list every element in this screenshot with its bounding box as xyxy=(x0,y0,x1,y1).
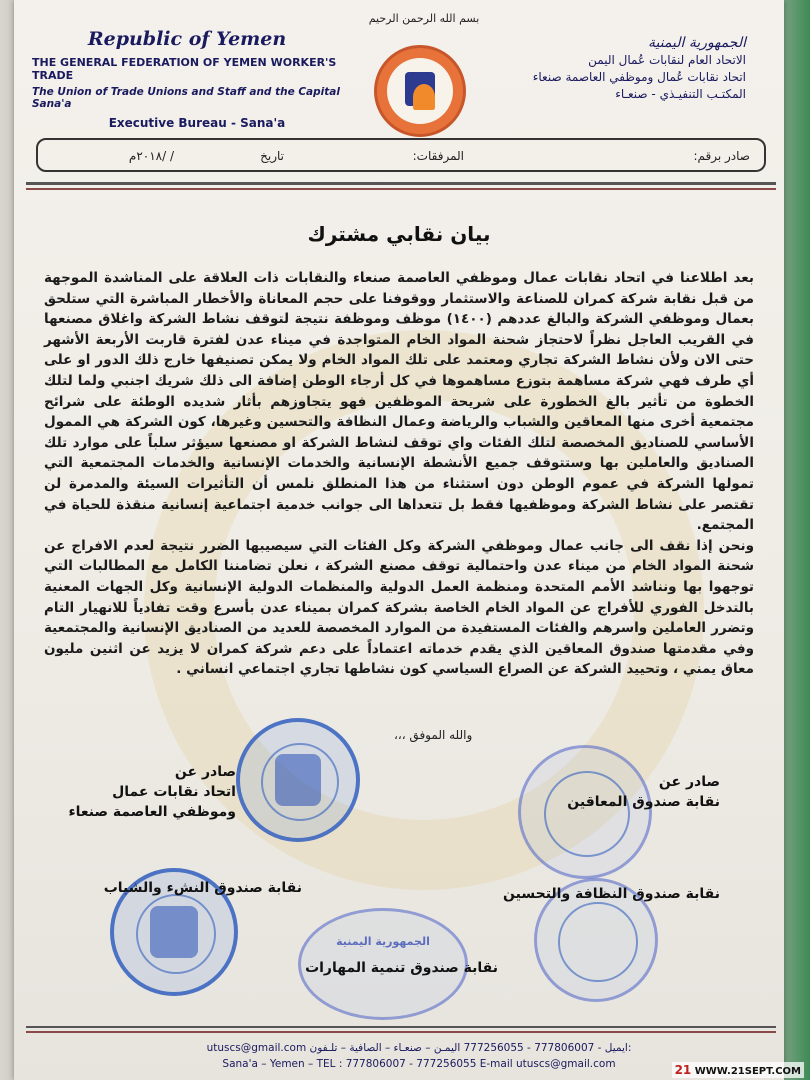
header-rule xyxy=(26,182,776,185)
statement-title: بيان نقابي مشترك xyxy=(307,222,491,246)
disabled-fund-stamp xyxy=(518,745,652,879)
logo-flame-icon xyxy=(413,84,435,110)
statement-body xyxy=(44,268,754,680)
signature-cleaning-fund: نقابة صندوق النظافة والتحسين xyxy=(503,886,720,902)
body-paragraph: ونحن إذا نقف الى جانب عمال وموظفي الشركة وكل الفئات التي سيصيبها الضرر نتيجة لعدم الافراج عن شحنة المواد الخام من ميناء عدن واحتمالية توقف مصنع الشركة ، نعلن تضامننا الكامل مع المطالبات التي توجهوا بها ونناشد الأمم المتحدة ومنظمة العمل الدولية والمنظمات الدولية الإنسانية وكل الجهات المعنية بالتدخل الفوري للأفراج عن المواد الخام الخاصة بشركة كمران بميناء عدن بأسرع وقت تفادياً للانهيار التام وتضرر العاملين واسرهم والفئات المستفيدة من الموارد المخصصة للعديد من الصناديق الإنسانية والمجتمعية وفي مقدمتها صندوق المعاقين الذي يقدم خدماته اعتماداً على دعم شركة كمران لا يزيد عن اثنين مليون معاق يمني ، وتحييد الشركة عن الصراع السياسي كون نشاطها تجاري اجتماعي انساني . xyxy=(44,537,754,678)
header-arabic xyxy=(496,35,746,103)
header-english xyxy=(32,28,362,130)
footer-english-contact: Sana'a – Yemen – TEL : 777806007 - 777256055 E-mail utuscs@gmail.com xyxy=(222,1058,616,1070)
reference-box xyxy=(36,138,766,172)
stamp-figure-icon xyxy=(150,906,198,959)
disabled-line: صادر عن xyxy=(658,774,720,790)
issuer-line: صادر عن xyxy=(174,764,236,780)
issuer-line: اتحاد نقابات عمال xyxy=(112,784,236,800)
disabled-line: نقابة صندوق المعاقين xyxy=(567,794,720,810)
issued-number-label: صادر برقم: xyxy=(693,149,750,163)
signature-issuer xyxy=(68,762,236,822)
header-union-ar: اتحاد نقابات عُمال وموظفي العاصمة صنعاء xyxy=(532,70,746,84)
issuer-line: وموظفي العاصمة صنعاء xyxy=(68,804,236,820)
header-federation-en: THE GENERAL FEDERATION OF YEMEN WORKER'S TRADE xyxy=(32,56,337,82)
source-watermark xyxy=(672,1062,804,1078)
header-union-en: The Union of Trade Unions and Staff and the Capital Sana'a xyxy=(32,86,340,110)
closing-line: والله الموفق ،،، xyxy=(394,728,473,742)
basmala: بسم الله الرحمن الرحيم xyxy=(368,12,480,25)
signature-skills-fund: نقابة صندوق تنمية المهارات xyxy=(305,960,498,976)
stamp-emblem-icon xyxy=(275,754,321,805)
footer-arabic-contact: utuscs@gmail.com ايميل - 777806007 - 777256055 اليمـن – صنعـاء – الصافية – تلـفون: xyxy=(206,1042,632,1054)
stamp-text: الجمهورية اليمنية xyxy=(336,935,430,948)
header-country-en: Republic of Yemen xyxy=(87,28,287,50)
signature-youth-fund: نقابة صندوق النشء والشباب xyxy=(103,880,302,896)
source-site: WWW.21SEPT.COM xyxy=(694,1066,801,1077)
union-stamp xyxy=(236,718,360,842)
source-number: 21 xyxy=(674,1063,692,1077)
header-federation-ar: الاتحاد العام لنقابات عُمال اليمن xyxy=(588,53,746,67)
header-bureau-ar: المكتـب التنفيـذي - صنعـاء xyxy=(615,87,746,101)
attachments-label: المرفقات: xyxy=(412,149,464,163)
date-label: تاريخ xyxy=(260,149,284,163)
federation-logo xyxy=(374,45,466,137)
date-value: / /٢٠١٨م xyxy=(128,149,174,163)
footer-rule xyxy=(26,1026,776,1028)
letter-page xyxy=(14,0,784,1080)
header-rule-accent xyxy=(26,188,776,190)
header-country-ar: الجمهورية اليمنية xyxy=(647,35,746,51)
body-paragraph: بعد اطلاعنا في اتحاد نقابات عمال وموظفي العاصمة صنعاء والنقابات ذات العلاقة على المناشدة الموجهة من قبل نقابة شركة كمران للصناعة والاستثمار ووقوفنا على حجم المعاناة والأخطار المباشرة التي ستلحق بعمال وموظفي الشركة والبالغ عددهم (١٤٠٠) موظف وموظفة نتيجة لتوقف نشاط الشركة واغلاق مصنعها في القريب العاجل نظراً لاحتجاز شحنة المواد الخام المتواجدة في ميناء عدن لفترة قاربت الأربعة الأشهر حتى الان ولأن نشاط الشركة تجاري ومعتمد على تلك المواد الخام ولا يمكن تصنيفها خارج ذلك الدور او على أي طرف فهي شركة مساهمة بتوزع مساهموها في كل أرجاء الوطن إضافة الى ذلك شريك اجنبي ولما لتلك الخطوة من تأثير بالغ الخطورة على شريحة الموظفين فهو يتجاوزهم بأثار شديده الوطئة على شرائح مجتمعية أخرى منها المعاقين والشباب والرياضة وعمال النظافة والتحسين وغيرها، كون الشركة هي الممول الأساسي للصناديق المخصصة لتلك الفئات واي توقف لنشاط الشركة او مصنعها سيؤثر سلباً على موارد تلك الصناديق والعاملين بها وستتوقف جميع الأنشطة الإنسانية والخدمات الإنسانية والخدمات المجتمعية التي تمولها الشركة في عموم الوطن دون استثناء من هذا المنطلق نلمس أن التأثيرات السيئة والمدمرة لن تقتصر على نشاط الشركة وموظفيها فقط بل تتعداها الى جوانب خدمية اجتماعية إنسانية منقذة للحياة في المجتمع. xyxy=(44,270,754,534)
logo-inner-disc xyxy=(387,58,453,124)
footer-rule-accent xyxy=(26,1031,776,1033)
header-bureau-en: Executive Bureau - Sana'a xyxy=(108,116,286,130)
signature-disabled-fund xyxy=(567,772,720,812)
